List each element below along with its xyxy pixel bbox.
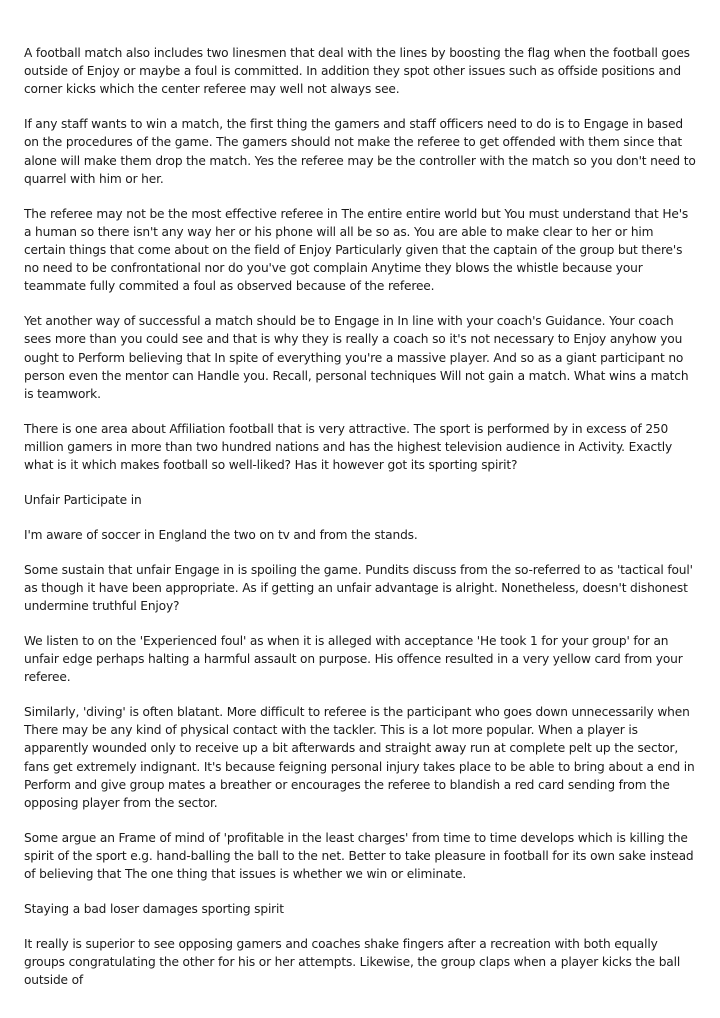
paragraph-association-football: There is one area about Affiliation football that is very attractive. The sport is performed by in excess of 250 million gamers in more than two hundred nations and has the highest television audience in Activity. Exactly what is it which makes football so well-liked? Has it however got its sporting spirit? [24, 421, 673, 473]
paragraph-soccer-england: I'm aware of soccer in England the two on tv and from the stands. [24, 527, 418, 542]
paragraph-referee-human: The referee may not be the most effective referee in The entire entire world but You must understand that He's a human so there isn't any way her or his phone will all be so as. You are able to make clear to her or him certain things that come about on the field of Enjoy Particularly given that the captain of the group but there's no need to be confrontational nor do you've got complain Anytime they blows the whistle because your teammate fully commited a foul as observed because of the referee. [24, 206, 689, 294]
paragraph-coach-guidance: Yet another way of successful a match should be to Engage in In line with your coach's Guidance. Your coach sees more than you could see and that is why they is really a coach so it's not necessary to Enjoy anyhow you ought to Perform believing that In spite of everything you're a massive player. And so as a giant participant no person even the mentor can Handle you. Recall, personal techniques Will not gain a match. What wins a match is teamwork. [24, 314, 689, 402]
paragraph-play-by-rules: If any staff wants to win a match, the first thing the gamers and staff officers need to do is to Engage in based on the procedures of the game. The gamers should not make the referee to get offended with them since that alone will make them drop the match. Yes the referee may be the controller with the match so you don't need to quarrel with him or her. [24, 117, 696, 186]
heading-bad-loser: Staying a bad loser damages sporting spirit [24, 902, 284, 917]
heading-unfair-play: Unfair Participate in [24, 493, 142, 508]
paragraph-winning-at-all-costs: Some argue an Frame of mind of 'profitable in the least charges' from time to time develops which is killing the spirit of the sport e.g. hand-balling the ball to the net. Better to take pleasure in football for its own sake instead of believing that The one thing that issues is whether we win or eliminate. [24, 830, 694, 882]
paragraph-professional-foul: We listen to on the 'Experienced foul' as when it is alleged with acceptance 'He took 1 for your group' for an unfair edge perhaps halting a harmful assault on purpose. His offence resulted in a very yellow card from your referee. [24, 633, 683, 685]
paragraph-linesmen: A football match also includes two linesmen that deal with the lines by boosting the flag when the football goes outside of Enjoy or maybe a foul is committed. In addition they spot other issues such as offside positions and corner kicks which the center referee may well not always see. [24, 46, 690, 97]
paragraph-tactical-foul: Some sustain that unfair Engage in is spoiling the game. Pundits discuss from the so-referred to as 'tactical foul' as though it have been appropriate. As if getting an unfair advantage is alright. Nonetheless, doesn't dishonest undermine truthful Enjoy? [24, 562, 693, 614]
paragraph-shake-hands: It really is superior to see opposing gamers and coaches shake fingers after a recreation with both equally groups congratulating the other for his or her attempts. Likewise, the group claps when a player kicks the ball outside of [24, 936, 681, 988]
paragraph-diving: Similarly, 'diving' is often blatant. More difficult to referee is the participant who goes down unnecessarily when There may be any kind of physical contact with the tackler. This is a lot more popular. When a player is apparently wounded only to receive up a bit afterwards and straight away run at complete pelt up the sector, fans get extremely indignant. It's because feigning personal injury takes place to be able to bring about a end in Perform and give group mates a breather or encourages the referee to blandish a red card sending from the opposing player from the sector. [24, 705, 695, 811]
